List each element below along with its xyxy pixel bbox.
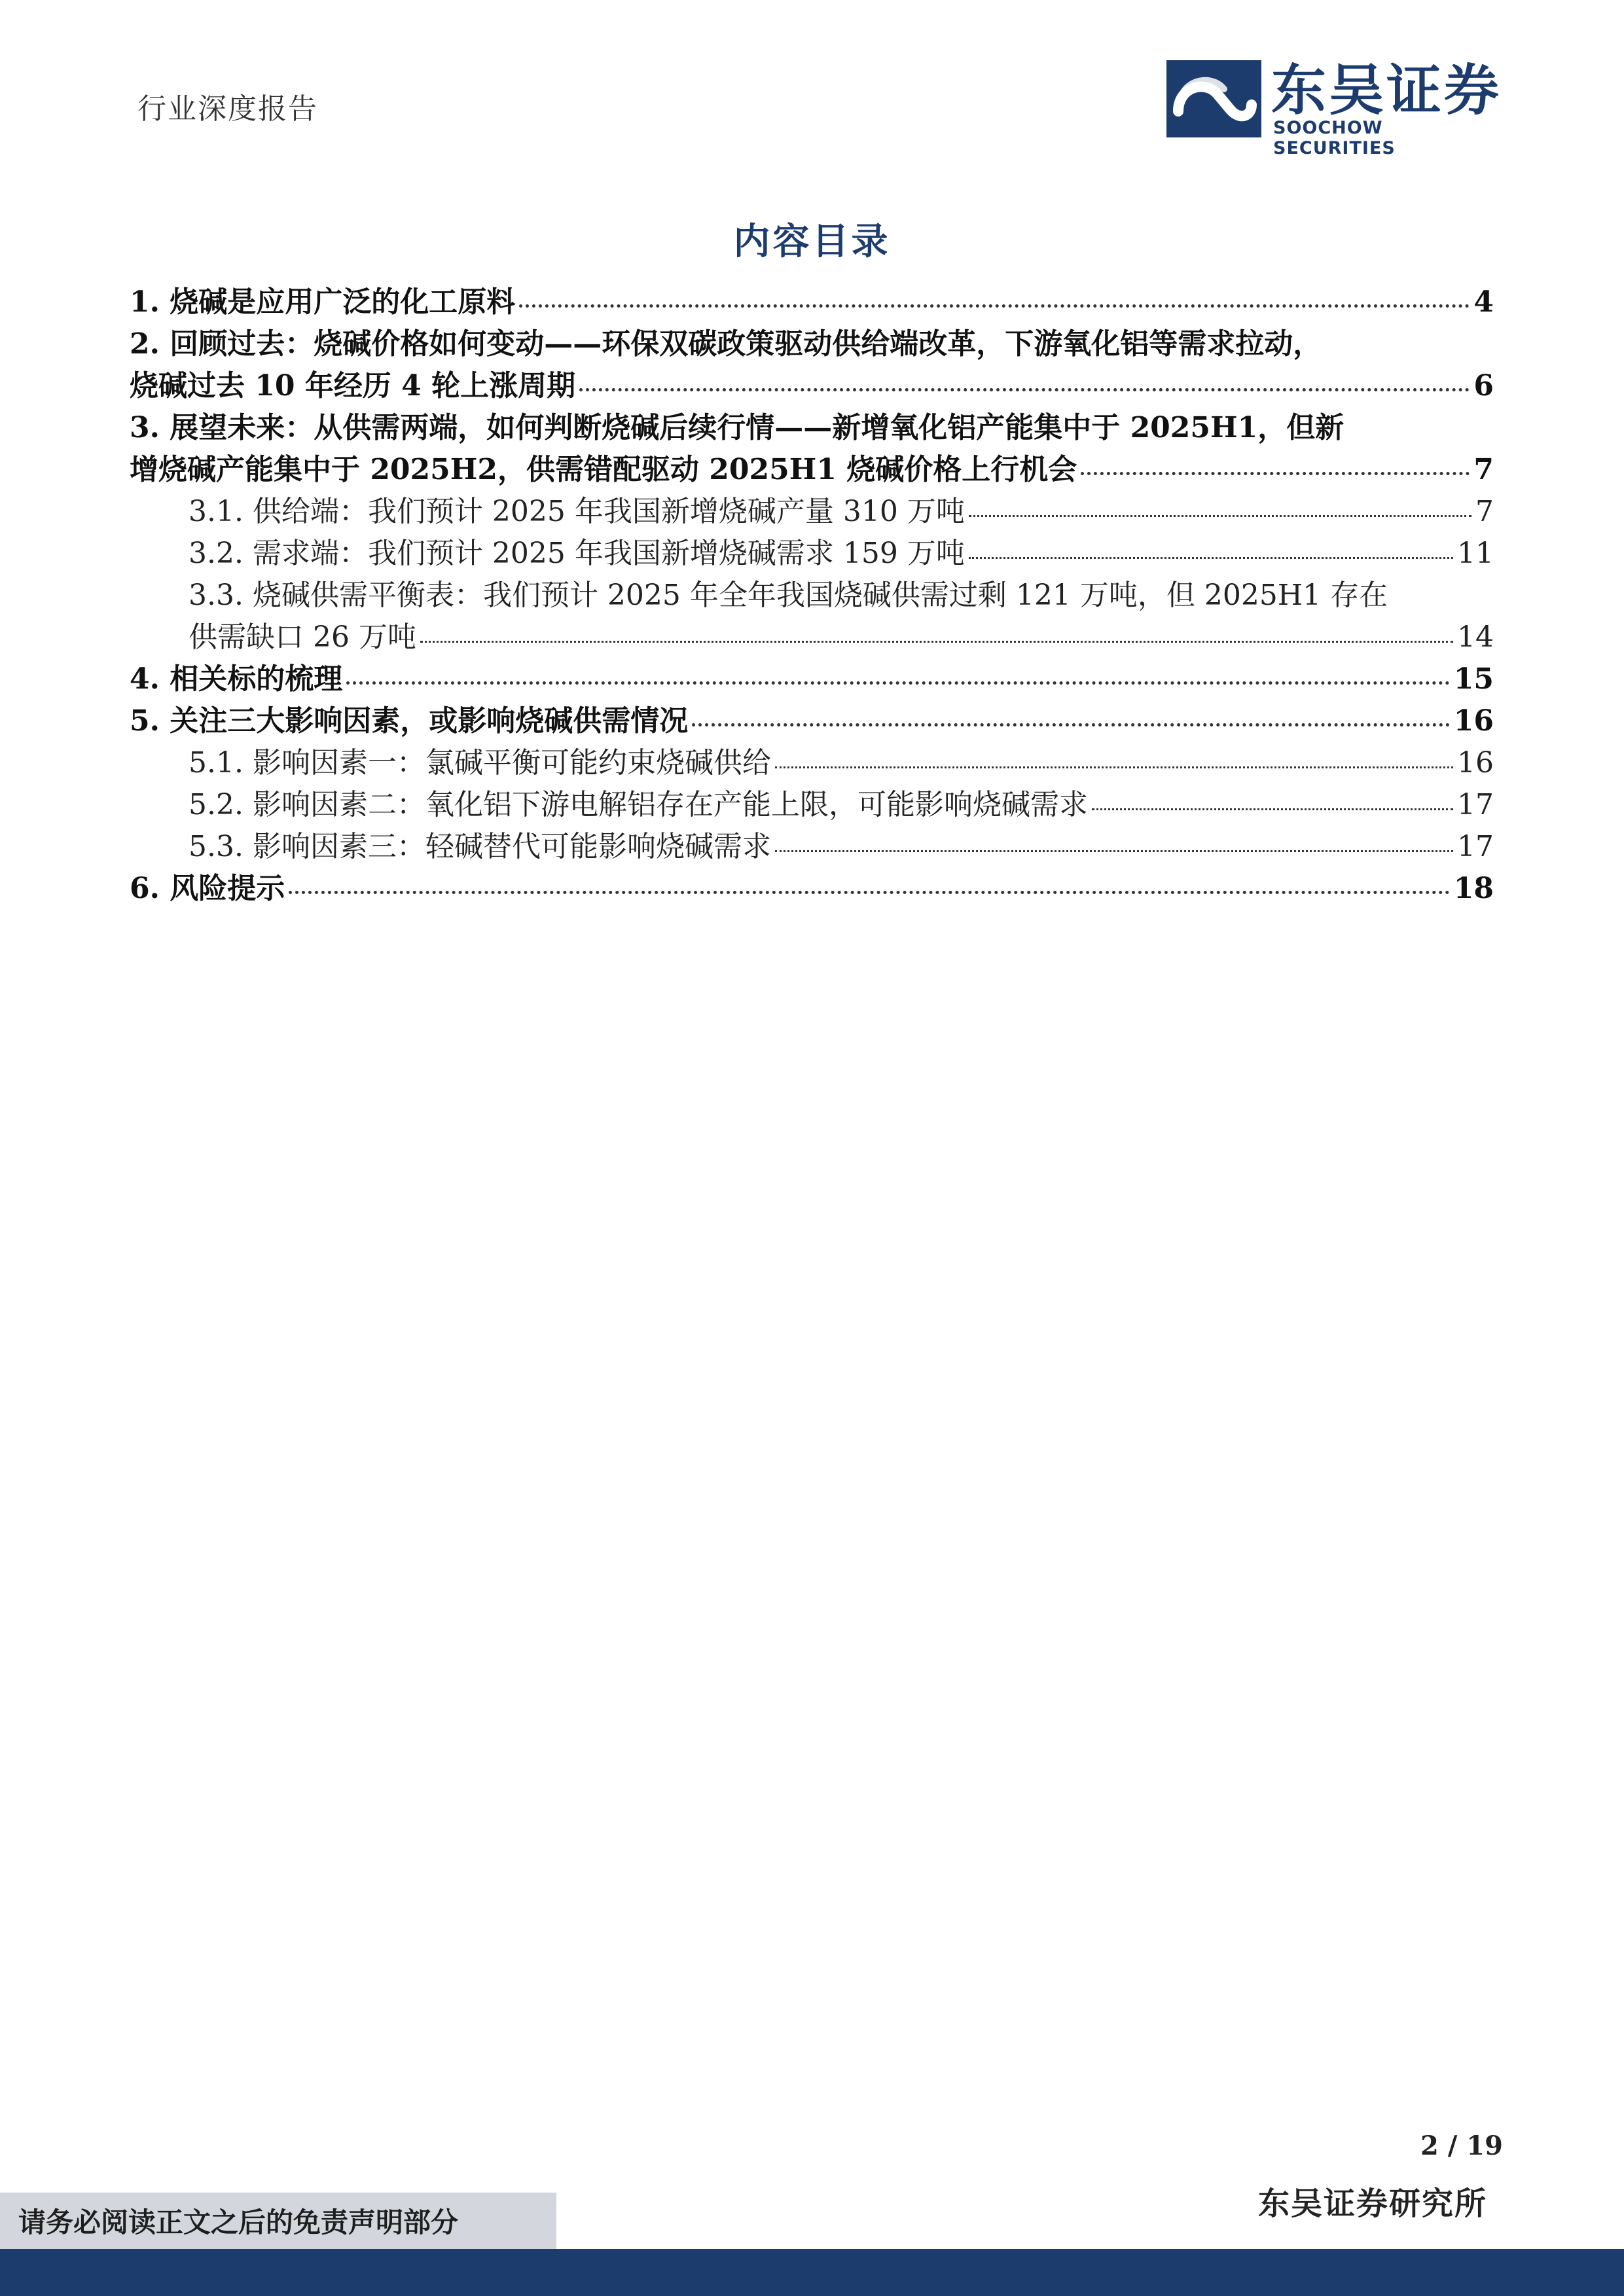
toc-entry-text: 3.1. 供给端：我们预计 2025 年我国新增烧碱产量 310 万吨 <box>189 495 965 528</box>
toc-entry-text: 增烧碱产能集中于 2025H2，供需错配驱动 2025H1 烧碱价格上行机会 <box>130 453 1077 486</box>
toc-entry-text: 5. 关注三大影响因素，或影响烧碱供需情况 <box>130 704 689 738</box>
logo-name-en: SOOCHOW SECURITIES <box>1273 118 1396 158</box>
toc-leader-dots <box>289 891 1450 894</box>
toc-leader-dots <box>346 681 1450 685</box>
toc-page-number: 15 <box>1453 662 1494 696</box>
toc-leader-dots <box>969 515 1471 517</box>
toc-entry[interactable] <box>130 826 1494 868</box>
toc-leader-dots <box>775 766 1453 768</box>
toc-entry[interactable] <box>130 323 1494 407</box>
toc-entry-text: 供需缺口 26 万吨 <box>189 620 416 654</box>
toc-entry-text: 4. 相关标的梳理 <box>130 662 343 696</box>
toc-entry-text: 5.2. 影响因素二：氧化铝下游电解铝存在产能上限，可能影响烧碱需求 <box>189 788 1088 821</box>
toc-entry[interactable] <box>130 533 1494 575</box>
toc-entry[interactable] <box>130 491 1494 533</box>
toc-entry-text: 6. 风险提示 <box>130 872 285 905</box>
toc-page-number: 11 <box>1457 537 1494 570</box>
toc-entry-text: 2. 回顾过去：烧碱价格如何变动——环保双碳政策驱动供给端改革，下游氧化铝等需求拉动， <box>130 327 1322 361</box>
footer-org: 东吴证券研究所 <box>1258 2185 1488 2222</box>
toc-page-number: 14 <box>1457 620 1494 654</box>
toc-entry[interactable] <box>130 868 1494 910</box>
toc-leader-dots <box>969 557 1453 559</box>
toc-entry[interactable] <box>130 700 1494 742</box>
toc-entry[interactable] <box>130 658 1494 700</box>
toc-page-number: 7 <box>1475 495 1494 528</box>
toc-page-number: 16 <box>1457 746 1494 780</box>
toc-page-number: 17 <box>1457 830 1494 863</box>
toc-entry[interactable] <box>130 575 1494 658</box>
toc-entry-text: 烧碱过去 10 年经历 4 轮上涨周期 <box>130 369 576 403</box>
toc-entry[interactable] <box>130 742 1494 784</box>
toc-title: 内容目录 <box>733 221 891 263</box>
toc-leader-dots <box>692 723 1450 726</box>
toc-page-number: 7 <box>1473 453 1494 486</box>
toc-entry[interactable] <box>130 407 1494 491</box>
disclaimer-text: 请务必阅读正文之后的免责声明部分 <box>18 2206 459 2238</box>
toc-entry-text: 5.1. 影响因素一：氯碱平衡可能约束烧碱供给 <box>189 746 771 780</box>
toc-entry-text: 3.2. 需求端：我们预计 2025 年我国新增烧碱需求 159 万吨 <box>189 537 965 570</box>
toc-page-number: 18 <box>1453 872 1494 905</box>
footer-bar <box>0 2249 1624 2296</box>
toc-leader-dots <box>420 641 1453 643</box>
soochow-logo-mark-icon <box>1166 60 1261 137</box>
header-label: 行业深度报告 <box>137 92 318 126</box>
toc-page-number: 4 <box>1473 285 1494 319</box>
company-logo <box>1166 58 1507 158</box>
toc-page-number: 17 <box>1457 788 1494 821</box>
toc-entry[interactable] <box>130 784 1494 826</box>
toc-page-number: 16 <box>1453 704 1494 738</box>
toc-entry-text: 5.3. 影响因素三：轻碱替代可能影响烧碱需求 <box>189 830 771 863</box>
toc-leader-dots <box>775 850 1453 852</box>
toc-entry[interactable] <box>130 281 1494 323</box>
table-of-contents <box>130 281 1494 910</box>
toc-entry-text: 3.3. 烧碱供需平衡表：我们预计 2025 年全年我国烧碱供需过剩 121 万吨，但 2025H1 存在 <box>189 579 1388 612</box>
toc-leader-dots <box>579 388 1470 391</box>
page-indicator: 2 / 19 <box>1420 2130 1503 2161</box>
toc-entry-text: 3. 展望未来：从供需两端，如何判断烧碱后续行情——新增氧化铝产能集中于 2025H1，但新 <box>130 411 1344 444</box>
toc-page-number: 6 <box>1473 369 1494 403</box>
disclaimer-banner <box>0 2193 556 2249</box>
toc-leader-dots <box>1092 808 1453 810</box>
logo-name-cn: 东吴证券 <box>1271 58 1502 122</box>
toc-leader-dots <box>1081 472 1470 475</box>
toc-leader-dots <box>519 304 1470 308</box>
toc-entry-text: 1. 烧碱是应用广泛的化工原料 <box>130 285 516 319</box>
